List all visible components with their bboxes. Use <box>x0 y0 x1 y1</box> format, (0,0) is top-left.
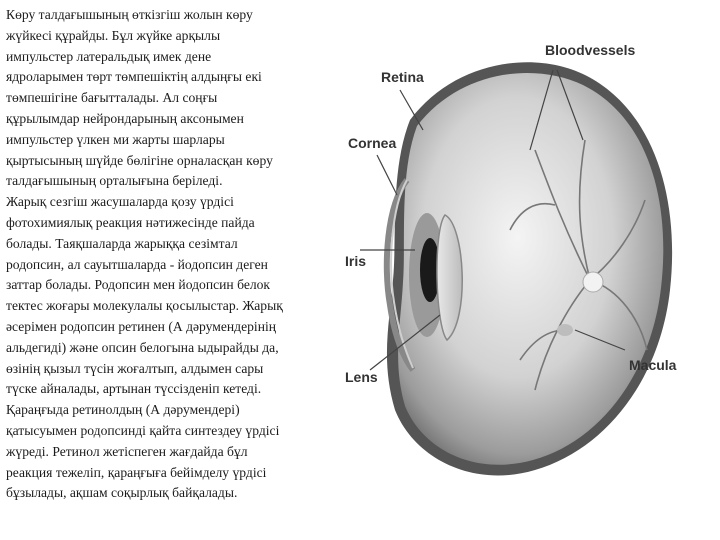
text-line: болады. Таяқшаларда жарыққа сезімтал <box>6 235 238 251</box>
text-line: Көру талдағышының өткізгіш жолын көру <box>6 7 253 22</box>
text-line: родопсин, ал сауытшаларда - йодопсин деген <box>6 256 268 272</box>
label-retina: Retina <box>381 69 424 85</box>
label-cornea: Cornea <box>348 135 397 151</box>
text-line: импульстер латеральдық имек дене <box>6 48 212 64</box>
label-iris: Iris <box>345 253 367 269</box>
text-line: тектес жоғары молекулалы қосылыстар. Жарық <box>6 298 283 314</box>
text-line: импульстер үлкен ми жарты шарлары <box>6 131 225 147</box>
text-line: өзінің қызыл түсін жоғалтып, алдымен сары <box>6 360 264 376</box>
text-line: түске айналады, артынан түссізденіп кетеді. <box>6 381 262 397</box>
eye-illustration <box>335 30 720 500</box>
text-line: қыртысының шүйде бөлігіне орналасқан көру <box>6 152 273 168</box>
text-line: талдағышының орталығына беріледі. <box>6 173 223 189</box>
text-line: реакция тежеліп, қараңғыға бейімделу үрдісі <box>6 464 267 480</box>
text-line: төмпешігіне бағытталады. Ал соңғы <box>6 90 218 106</box>
text-line: қатысуымен родопсинді қайта синтездеу үрдісі <box>6 422 280 438</box>
text-line: Қараңғыда ретинолдың (А дәрумендері) <box>6 402 240 418</box>
text-line: ядроларымен төрт төмпешіктің алдыңғы екі <box>6 69 262 85</box>
text-line: альдегиді) және опсин белогына ыдырайды да, <box>6 339 279 355</box>
text-line: заттар болады. Родопсин мен йодопсин белок <box>6 277 271 293</box>
text-line: құрылымдар нейрондарының аксонымен <box>6 110 244 126</box>
label-lens: Lens <box>345 369 378 385</box>
text-line: жүреді. Ретинол жетіспеген жағдайда бұл <box>6 443 248 459</box>
macula-shape <box>557 324 573 336</box>
text-line: жүйкесі құрайды. Бұл жүйке арқылы <box>6 27 221 43</box>
optic-disc <box>583 272 603 292</box>
text-line: Жарық сезгіш жасушаларда қозу үрдісі <box>6 194 234 210</box>
article-text <box>6 5 338 504</box>
label-bloodvessels: Bloodvessels <box>545 42 636 58</box>
eye-anatomy-figure <box>335 30 720 500</box>
text-line: бұзылады, ақшам соқырлық байқалады. <box>6 485 238 501</box>
label-macula: Macula <box>629 357 677 373</box>
text-line: әсерімен родопсин ретинен (А дәрумендерінің <box>6 318 277 334</box>
text-line: фотохимиялық реакция нәтижесінде пайда <box>6 214 255 230</box>
